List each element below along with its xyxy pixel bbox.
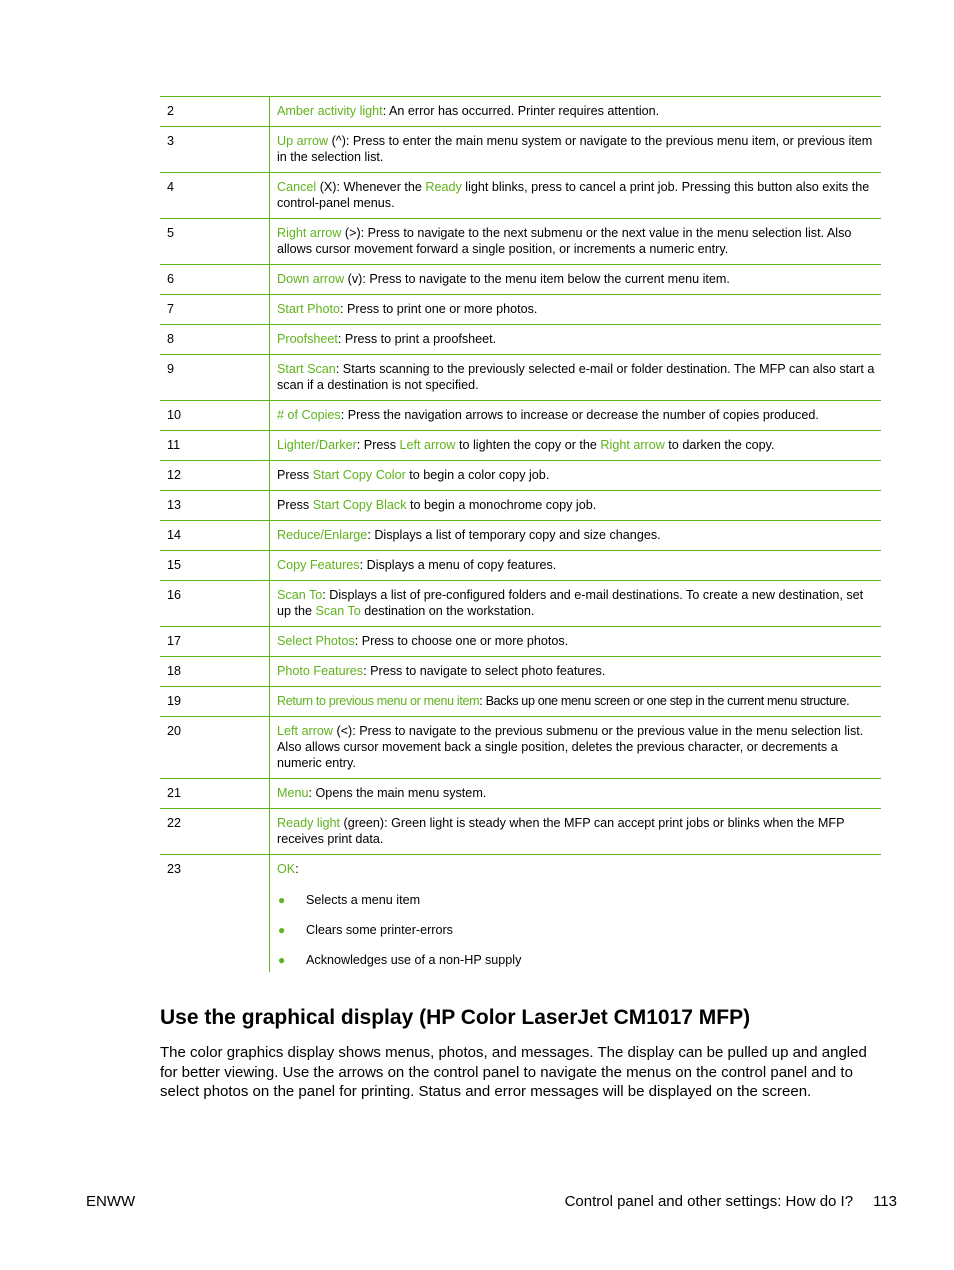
description-segment: (green): Green light is steady when the MFP can accept print jobs or blinks when the MFP receives print data. [277, 816, 845, 846]
bullet-text: Acknowledges use of a non-HP supply [306, 953, 522, 967]
table-row [160, 127, 881, 173]
control-name: Reduce/Enlarge [277, 528, 368, 542]
description-text [277, 361, 875, 393]
item-description [270, 581, 882, 627]
item-number: 6 [160, 265, 270, 295]
item-description [270, 97, 882, 127]
item-number: 10 [160, 401, 270, 431]
description-text [277, 497, 875, 513]
item-number: 13 [160, 491, 270, 521]
control-name: Amber activity light [277, 104, 383, 118]
item-number: 20 [160, 717, 270, 779]
description-text [277, 467, 875, 483]
description-segment: : Press to print one or more photos. [340, 302, 538, 316]
table-row [160, 431, 881, 461]
footer-chapter-title: Control panel and other settings: How do I? [564, 1193, 854, 1210]
description-segment: : Press to print a proofsheet. [337, 332, 497, 346]
table-row [160, 809, 881, 855]
bullet-list [277, 892, 875, 968]
item-description [270, 809, 882, 855]
item-description [270, 551, 882, 581]
footer-left: ENWW [86, 1193, 136, 1210]
bullet-text: Selects a menu item [306, 893, 421, 907]
description-segment: (^): Press to enter the main menu system or navigate to the previous menu item, or previous item in the selection list. [277, 134, 873, 164]
control-name: Lighter/Darker [277, 438, 357, 452]
control-name: Ready light [277, 816, 341, 830]
item-description [270, 295, 882, 325]
table-row [160, 401, 881, 431]
item-number: 4 [160, 173, 270, 219]
table-row [160, 173, 881, 219]
control-name: Left arrow [277, 724, 333, 738]
control-name: Cancel [277, 180, 317, 194]
control-name: Start Photo [277, 302, 341, 316]
description-segment: (>): Press to navigate to the next submenu or the next value in the menu selection list. Also allows cursor movement forward a single position, or increments a numeric entry. [277, 226, 852, 256]
description-text [277, 301, 875, 317]
control-name: Down arrow [277, 272, 345, 286]
description-segment: : Opens the main menu system. [308, 786, 487, 800]
description-segment: : Press the navigation arrows to increase or decrease the number of copies produced. [340, 408, 819, 422]
description-text [277, 557, 875, 573]
description-segment: to lighten the copy or the [455, 438, 601, 452]
description-text [277, 815, 875, 847]
item-description [270, 325, 882, 355]
table-row [160, 627, 881, 657]
item-description [270, 401, 882, 431]
section-heading: Use the graphical display (HP Color LaserJet CM1017 MFP) [160, 1006, 751, 1029]
description-segment: : Displays a list of temporary copy and size changes. [367, 528, 661, 542]
item-number: 11 [160, 431, 270, 461]
table-body [160, 97, 881, 973]
control-name: Copy Features [277, 558, 360, 572]
page-number: 113 [873, 1193, 897, 1210]
list-item [277, 952, 875, 968]
table-row [160, 325, 881, 355]
description-text [277, 103, 875, 119]
control-name: Proofsheet [277, 332, 338, 346]
description-text [277, 437, 875, 453]
table-row [160, 461, 881, 491]
table-row [160, 551, 881, 581]
description-segment: light blinks, press to cancel a print job. Pressing this button also exits the control-panel menus. [277, 180, 870, 210]
item-description [270, 657, 882, 687]
control-name: Ready [425, 180, 462, 194]
description-segment: : Displays a menu of copy features. [359, 558, 557, 572]
description-segment: (v): Press to navigate to the menu item below the current menu item. [344, 272, 730, 286]
item-description [270, 173, 882, 219]
item-description [270, 461, 882, 491]
item-number: 3 [160, 127, 270, 173]
item-number: 18 [160, 657, 270, 687]
description-text [277, 527, 875, 543]
control-name: Scan To [277, 588, 323, 602]
description-text [277, 723, 875, 771]
bullet-icon: ● [278, 923, 286, 937]
description-segment: : Press to navigate to select photo features. [363, 664, 606, 678]
item-description [270, 779, 882, 809]
table-row [160, 295, 881, 325]
table-row [160, 265, 881, 295]
item-number: 2 [160, 97, 270, 127]
item-description [270, 687, 882, 717]
description-segment: : [295, 862, 299, 876]
table-row [160, 491, 881, 521]
description-segment: (X): Whenever the [316, 180, 426, 194]
control-name: Select Photos [277, 634, 355, 648]
table-row [160, 855, 881, 973]
control-name: Start Scan [277, 362, 336, 376]
item-number: 12 [160, 461, 270, 491]
control-name: Return to previous menu or menu item [277, 694, 480, 708]
control-name: Up arrow [277, 134, 329, 148]
control-name: Scan To [315, 604, 361, 618]
bullet-icon: ● [278, 953, 286, 967]
item-number: 5 [160, 219, 270, 265]
item-number: 8 [160, 325, 270, 355]
control-name: Start Copy Color [312, 468, 406, 482]
control-name: Start Copy Black [312, 498, 407, 512]
table-row [160, 355, 881, 401]
list-item [277, 892, 875, 908]
item-description [270, 127, 882, 173]
item-number: 22 [160, 809, 270, 855]
item-number: 15 [160, 551, 270, 581]
description-text [277, 785, 875, 801]
description-text [277, 861, 875, 877]
description-segment: : An error has occurred. Printer requires attention. [382, 104, 660, 118]
item-description [270, 717, 882, 779]
footer-right [565, 1193, 897, 1210]
description-segment: (<): Press to navigate to the previous submenu or the previous value in the menu selection list. Also allows cursor movement back a single position, deletes the previous character, or decrements a numeric entry. [277, 724, 864, 770]
table-row [160, 717, 881, 779]
description-text [277, 587, 875, 619]
description-segment: destination on the workstation. [360, 604, 535, 618]
description-segment: : Starts scanning to the previously selected e-mail or folder destination. The MFP can also start a scan if a destination is not specified. [277, 362, 875, 392]
item-number: 14 [160, 521, 270, 551]
item-description [270, 431, 882, 461]
list-item [277, 922, 875, 938]
description-segment: : Backs up one menu screen or one step in the current menu structure. [479, 694, 850, 708]
description-segment: to begin a color copy job. [405, 468, 550, 482]
description-text [277, 179, 875, 211]
control-name: # of Copies [277, 408, 341, 422]
control-name: Photo Features [277, 664, 364, 678]
description-text [277, 271, 875, 287]
item-number: 9 [160, 355, 270, 401]
control-panel-table [160, 96, 881, 972]
description-segment: : Displays a list of pre-configured folders and e-mail destinations. To create a new destination, set up the [277, 588, 864, 618]
control-name: OK [277, 862, 296, 876]
bullet-text: Clears some printer-errors [306, 923, 453, 937]
item-description [270, 627, 882, 657]
table-row [160, 219, 881, 265]
control-name: Right arrow [277, 226, 342, 240]
description-segment: Press [277, 468, 313, 482]
item-description [270, 491, 882, 521]
item-number: 23 [167, 862, 182, 876]
item-description [270, 521, 882, 551]
item-description [270, 855, 882, 973]
control-name: Left arrow [399, 438, 456, 452]
description-text [277, 225, 875, 257]
item-description [270, 265, 882, 295]
table-row [160, 687, 881, 717]
description-segment: to darken the copy. [664, 438, 775, 452]
description-segment: to begin a monochrome copy job. [406, 498, 597, 512]
table-row [160, 521, 881, 551]
item-number: 16 [160, 581, 270, 627]
table-row [160, 779, 881, 809]
item-description [270, 355, 882, 401]
description-text [277, 693, 875, 709]
table-row [160, 97, 881, 127]
description-text [277, 331, 875, 347]
description-text [277, 633, 875, 649]
control-name: Right arrow [600, 438, 665, 452]
table-row [160, 657, 881, 687]
description-segment: : Press [356, 438, 400, 452]
description-segment: Press [277, 498, 313, 512]
item-number: 19 [160, 687, 270, 717]
description-segment: : Press to choose one or more photos. [354, 634, 569, 648]
description-text [277, 407, 875, 423]
item-description [270, 219, 882, 265]
control-name: Menu [277, 786, 309, 800]
item-number: 21 [160, 779, 270, 809]
section-paragraph: The color graphics display shows menus, photos, and messages. The display can be pulled up and angled for better viewing. Use the arrows on the control panel to navigate the menus on the control panel and to select photos on the panel for printing. Status and error messages will be displayed on the screen. [160, 1044, 867, 1100]
item-number: 7 [160, 295, 270, 325]
description-text [277, 663, 875, 679]
table-row [160, 581, 881, 627]
description-text [277, 133, 875, 165]
bullet-icon: ● [278, 893, 286, 907]
item-number: 17 [160, 627, 270, 657]
